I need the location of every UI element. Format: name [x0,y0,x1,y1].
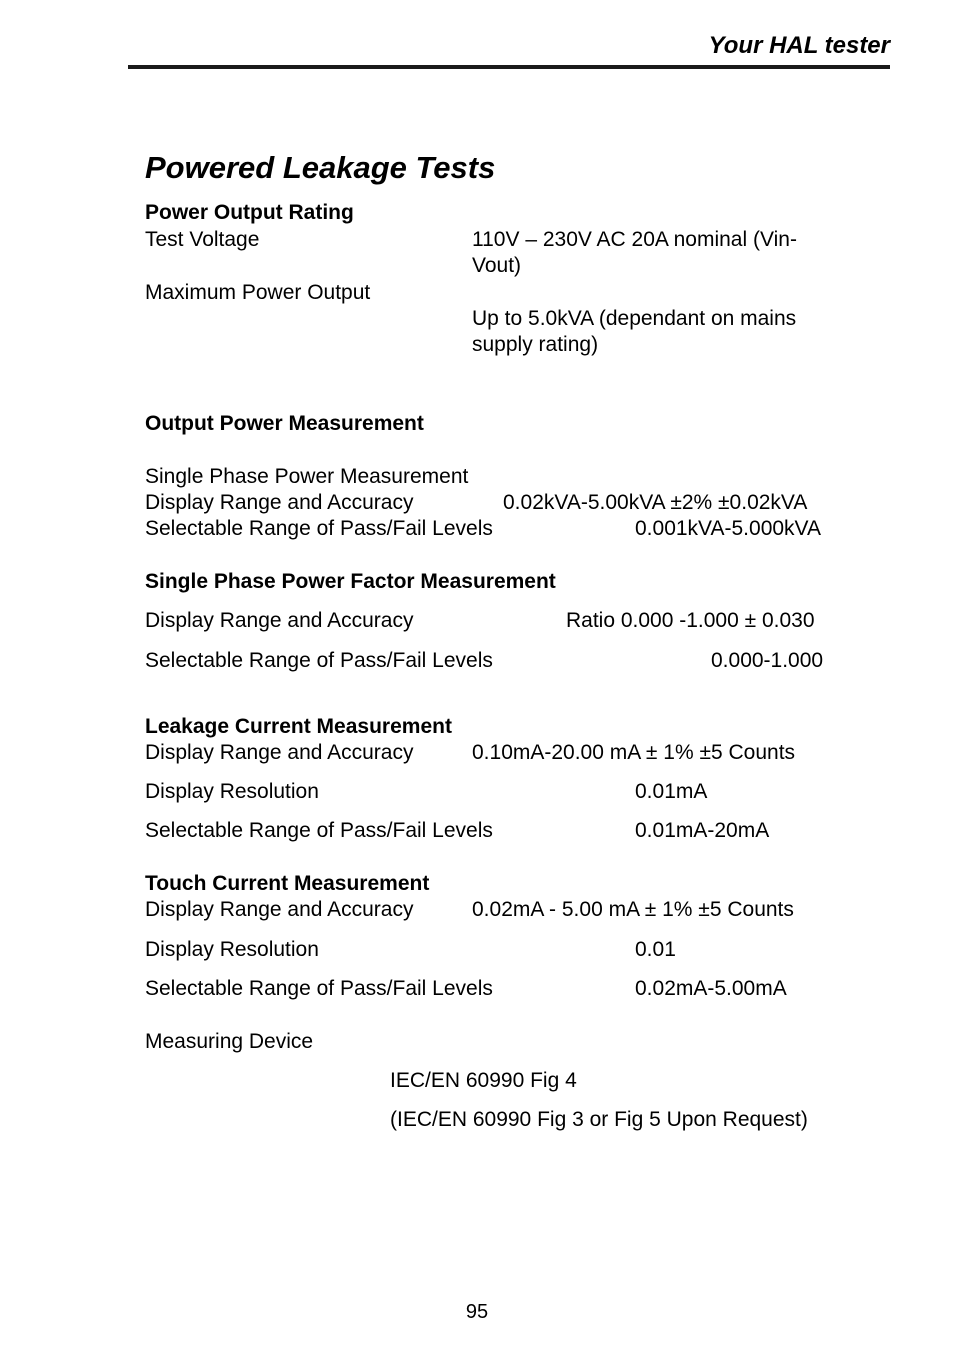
page-title: Powered Leakage Tests [145,150,496,185]
leakage-range-label: Display Range and Accuracy [145,741,414,764]
touch-resolution-label: Display Resolution [145,938,319,961]
leakage-resolution-value: 0.01mA [635,780,708,803]
page-number: 95 [465,1301,489,1323]
power-output-rating-heading: Power Output Rating [145,201,354,224]
leakage-passfail-value: 0.01mA-20mA [635,819,770,842]
power-factor-passfail-value: 0.000-1.000 [711,649,824,672]
touch-resolution-value: 0.01 [635,938,676,961]
power-factor-range-value: Ratio 0.000 -1.000 ± 0.030 [566,609,815,632]
output-power-range-value: 0.02kVA-5.00kVA ±2% ±0.02kVA [503,491,808,514]
output-power-range-label: Display Range and Accuracy [145,491,414,514]
output-power-measurement-heading: Output Power Measurement [145,412,424,435]
power-factor-range-label: Display Range and Accuracy [145,609,414,632]
leakage-resolution-label: Display Resolution [145,780,319,803]
touch-passfail-label: Selectable Range of Pass/Fail Levels [145,977,493,1000]
power-factor-heading: Single Phase Power Factor Measurement [145,570,556,593]
leakage-current-heading: Leakage Current Measurement [145,715,452,738]
touch-range-value: 0.02mA - 5.00 mA ± 1% ±5 Counts [472,898,794,921]
measuring-device-value-primary: IEC/EN 60990 Fig 4 [390,1069,577,1092]
measuring-device-value-optional: (IEC/EN 60990 Fig 3 or Fig 5 Upon Request) [390,1108,808,1131]
touch-current-heading: Touch Current Measurement [145,872,430,895]
touch-passfail-value: 0.02mA-5.00mA [635,977,787,1000]
measuring-device-label: Measuring Device [145,1030,314,1053]
running-header: Your HAL tester [708,32,890,59]
output-power-passfail-value: 0.001kVA-5.000kVA [635,517,822,540]
touch-range-label: Display Range and Accuracy [145,898,414,921]
leakage-range-value: 0.10mA-20.00 mA ± 1% ±5 Counts [472,741,796,764]
leakage-passfail-label: Selectable Range of Pass/Fail Levels [145,819,493,842]
test-voltage-value: 110V – 230V AC 20A nominal (Vin-Vout) [472,228,797,277]
max-power-output-label: Maximum Power Output [145,281,371,304]
test-voltage-label: Test Voltage [145,228,260,251]
output-power-passfail-label: Selectable Range of Pass/Fail Levels [145,517,493,540]
max-power-output-value: Up to 5.0kVA (dependant on mains supply rating) [472,307,797,356]
power-factor-passfail-label: Selectable Range of Pass/Fail Levels [145,649,493,672]
single-phase-power-subheading: Single Phase Power Measurement [145,465,469,488]
header-rule [128,65,890,69]
